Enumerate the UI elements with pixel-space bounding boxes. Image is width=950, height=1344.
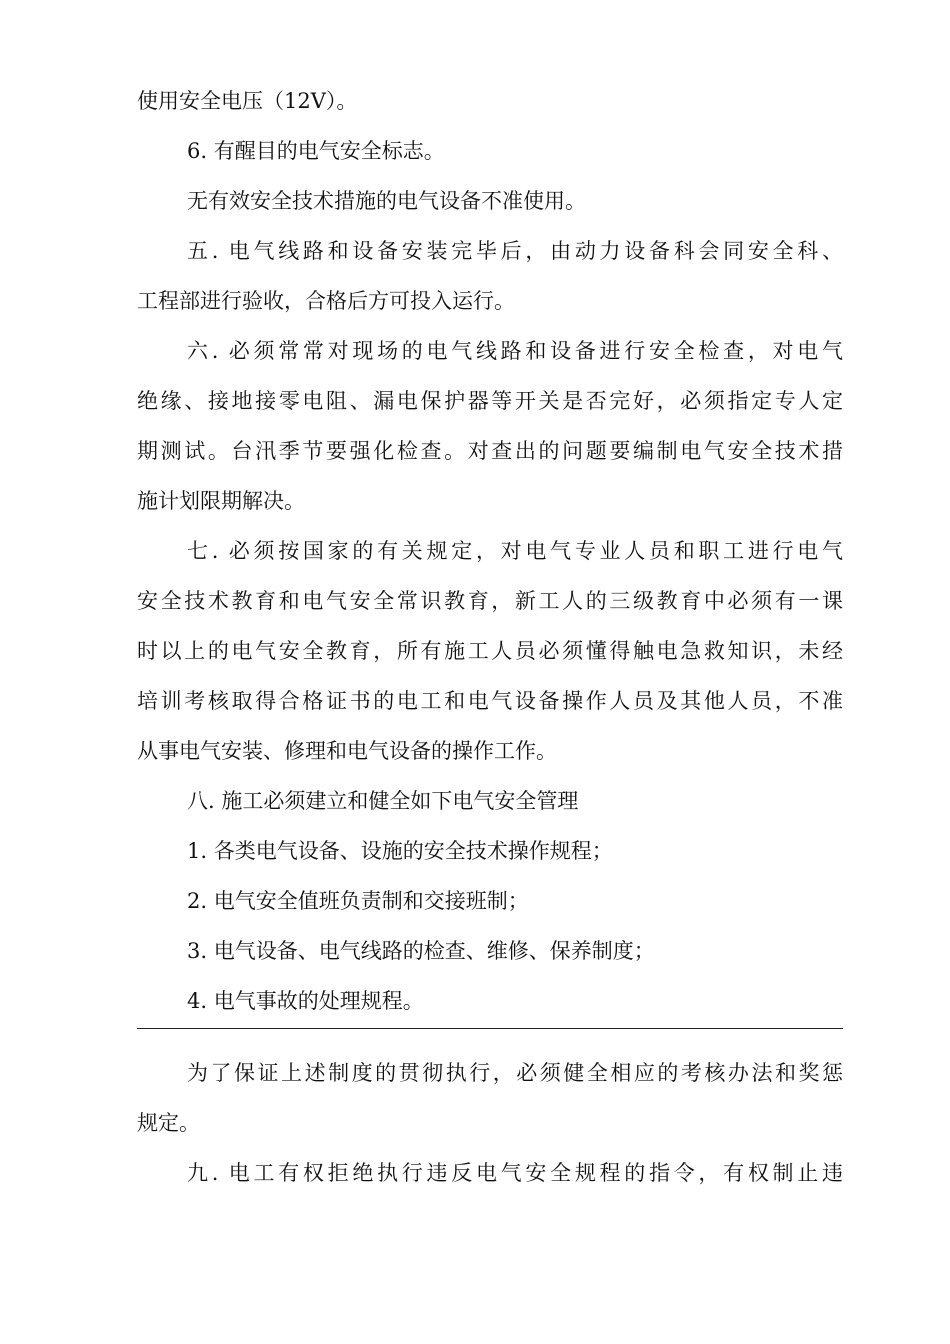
section-5-line: 五. 电气线路和设备安装完毕后，由动力设备科会同安全科、 — [187, 239, 843, 263]
paragraph-line: 无有效安全技术措施的电气设备不准使用。 — [187, 189, 586, 213]
list-item-4: 4. 电气事故的处理规程。 — [187, 989, 424, 1013]
list-item-6: 6. 有醒目的电气安全标志。 — [187, 139, 445, 163]
section-7-line: 七. 必须按国家的有关规定，对电气专业人员和职工进行电气 — [187, 539, 843, 563]
paragraph-line: 为了保证上述制度的贯彻执行，必须健全相应的考核办法和奖惩 — [187, 1061, 843, 1085]
list-item-2: 2. 电气安全值班负责制和交接班制； — [187, 889, 529, 913]
horizontal-divider — [137, 1028, 843, 1029]
section-9-line: 九. 电工有权拒绝执行违反电气安全规程的指令，有权制止违 — [187, 1161, 843, 1185]
list-item-1: 1. 各类电气设备、设施的安全技术操作规程； — [187, 839, 613, 863]
paragraph-line: 绝缘、接地接零电阻、漏电保护器等开关是否完好，必须指定专人定 — [137, 389, 843, 413]
paragraph-line: 施计划限期解决。 — [137, 489, 305, 513]
list-item-3: 3. 电气设备、电气线路的检查、维修、保养制度； — [187, 939, 655, 963]
paragraph-line: 使用安全电压（12V）。 — [137, 89, 358, 113]
paragraph-line: 工程部进行验收，合格后方可投入运行。 — [137, 289, 515, 313]
paragraph-line: 培训考核取得合格证书的电工和电气设备操作人员及其他人员，不准 — [137, 689, 843, 713]
paragraph-line: 规定。 — [137, 1111, 200, 1135]
section-8-line: 八. 施工必须建立和健全如下电气安全管理 — [187, 789, 579, 813]
paragraph-line: 安全技术教育和电气安全常识教育，新工人的三级教育中必须有一课 — [137, 589, 843, 613]
paragraph-line: 期测试。台汛季节要强化检查。对查出的问题要编制电气安全技术措 — [137, 439, 843, 463]
paragraph-line: 从事电气安装、修理和电气设备的操作工作。 — [137, 739, 557, 763]
section-6-line: 六. 必须常常对现场的电气线路和设备进行安全检查，对电气 — [187, 339, 843, 363]
paragraph-line: 时以上的电气安全教育，所有施工人员必须懂得触电急救知识，未经 — [137, 639, 843, 663]
